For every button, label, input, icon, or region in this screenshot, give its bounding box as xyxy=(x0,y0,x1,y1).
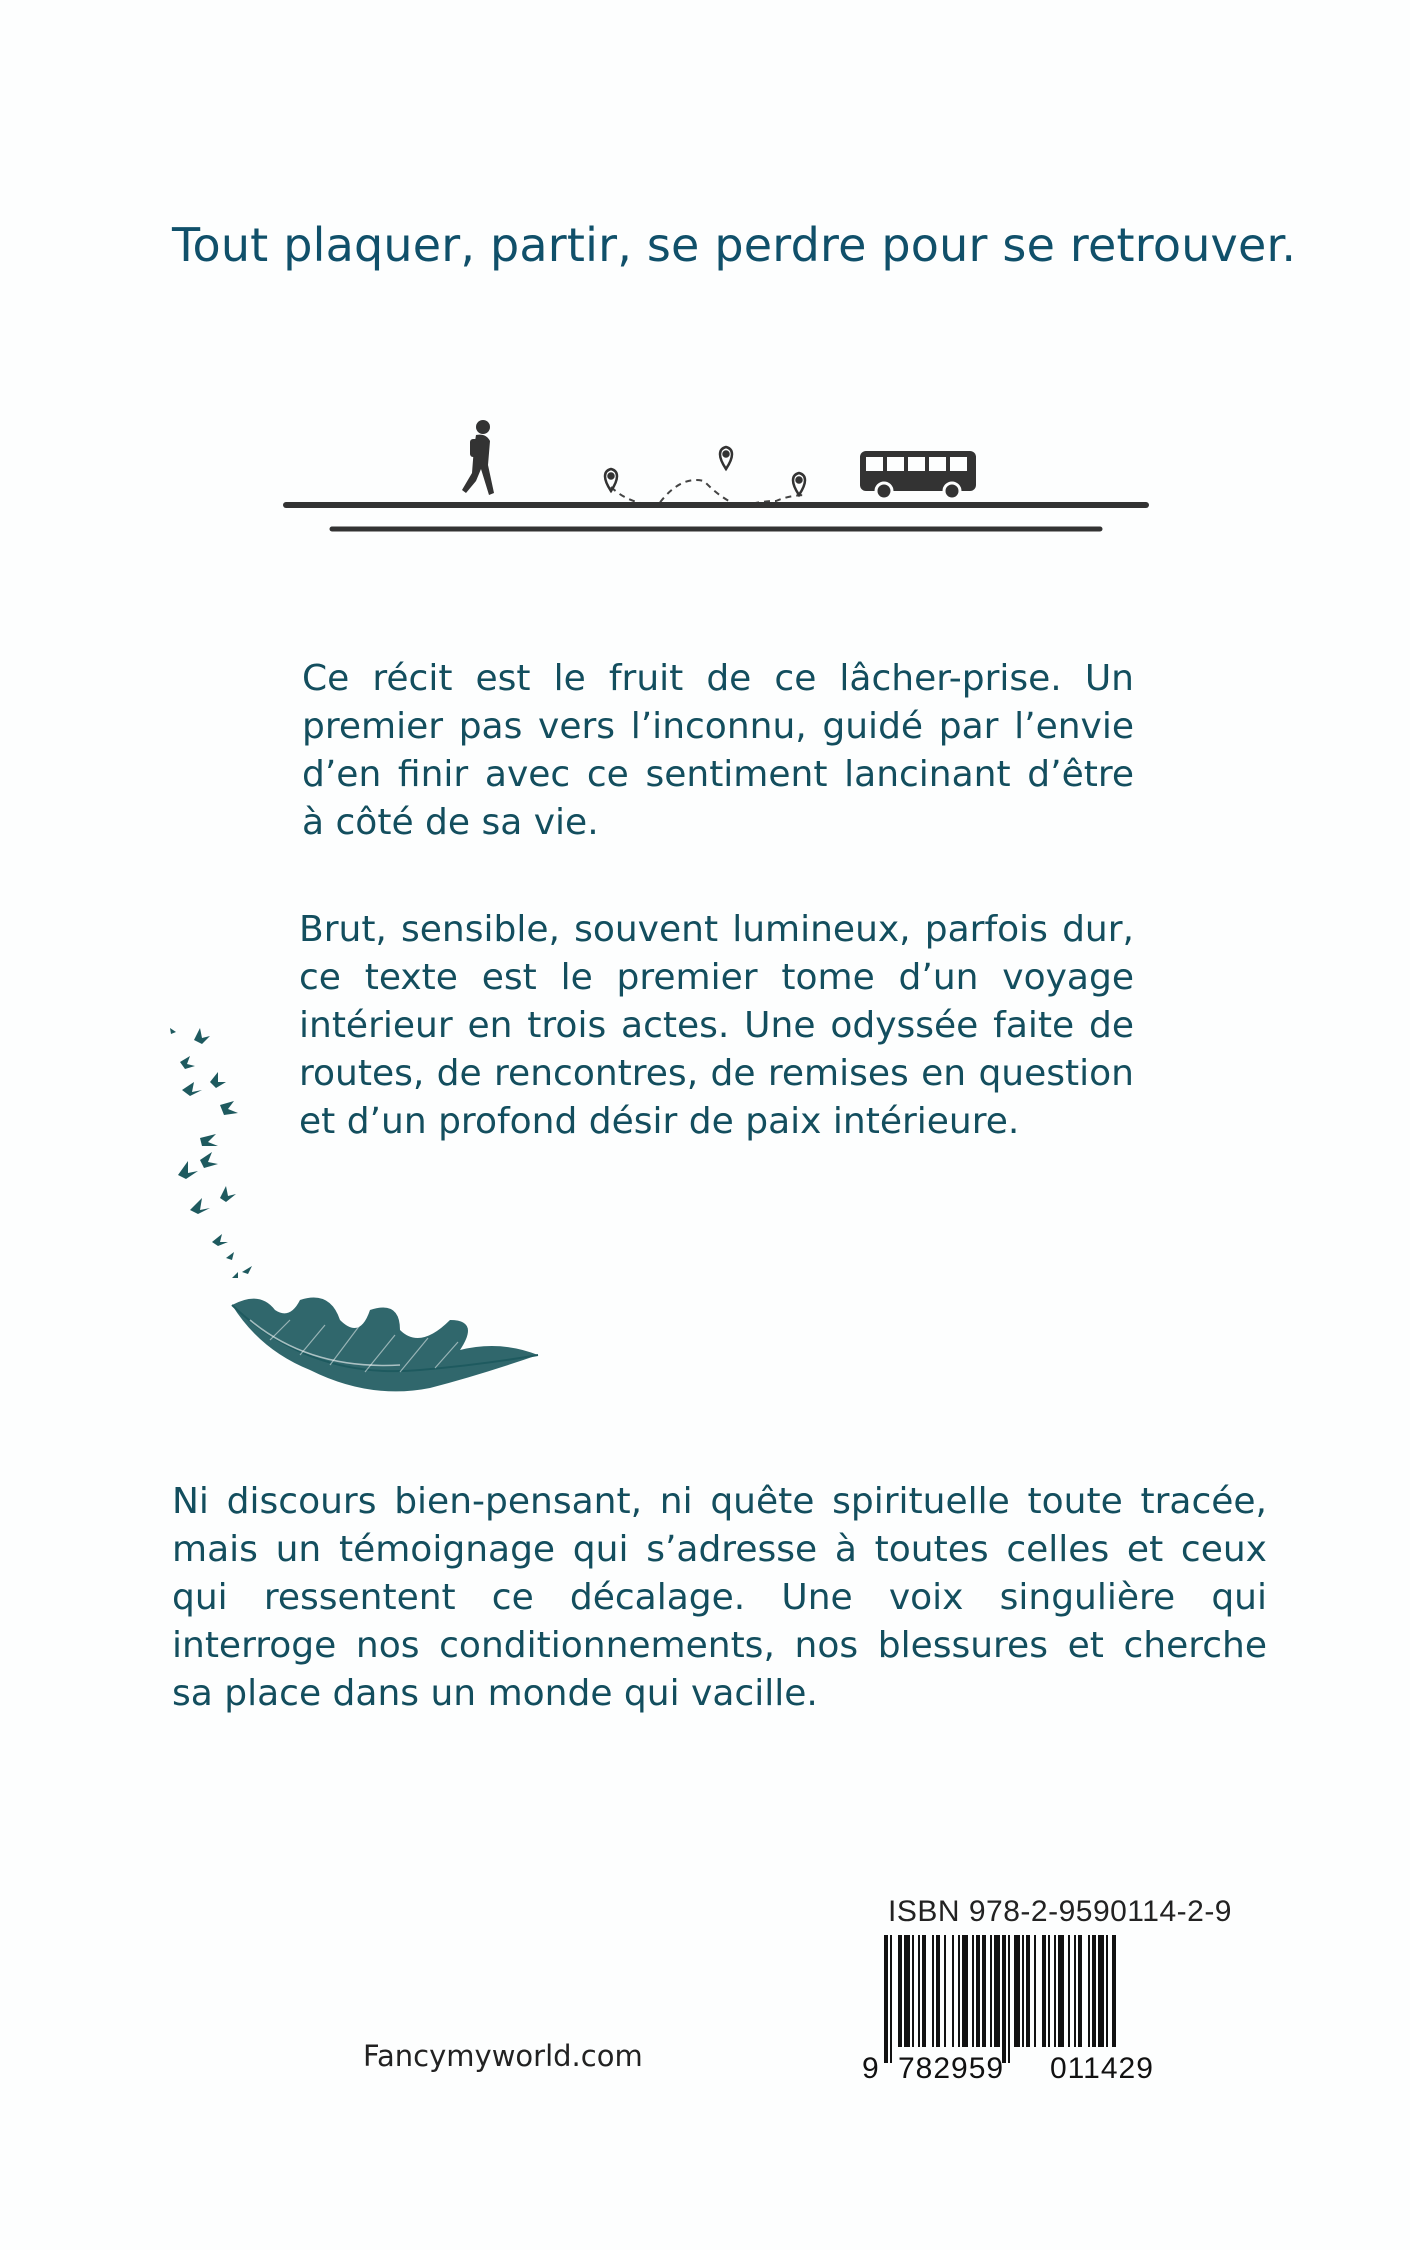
feather-icon xyxy=(232,1298,538,1392)
barcode-bar xyxy=(1098,1935,1104,2047)
barcode-bar xyxy=(952,1935,954,2047)
barcode-bar xyxy=(1048,1935,1050,2047)
barcode-bar xyxy=(932,1935,934,2047)
barcode-bar xyxy=(936,1935,940,2047)
barcode-bar xyxy=(1002,1935,1006,2063)
barcode-digit-first: 9 xyxy=(862,2052,879,2085)
road-illustration xyxy=(280,395,1160,545)
barcode xyxy=(862,1935,1212,2085)
hiker-icon xyxy=(462,420,494,495)
barcode-bar xyxy=(1074,1935,1076,2047)
barcode-bar xyxy=(1068,1935,1070,2047)
barcode-bar xyxy=(944,1935,946,2047)
barcode-bar xyxy=(990,1935,992,2047)
barcode-bar xyxy=(1106,1935,1108,2047)
barcode-bar xyxy=(1022,1935,1024,2047)
barcode-bar xyxy=(1014,1935,1020,2047)
website-link[interactable]: Fancymyworld.com xyxy=(363,2039,643,2073)
bus-icon xyxy=(860,451,976,499)
barcode-bar xyxy=(982,1935,986,2047)
barcode-bar xyxy=(1112,1935,1116,2047)
barcode-bar xyxy=(1078,1935,1082,2047)
isbn-label: ISBN 978-2-9590114-2-9 xyxy=(888,1895,1232,1928)
barcode-bar xyxy=(890,1935,892,2063)
paragraph-2: Brut, sensible, souvent lumineux, parfois dur, ce texte est le premier tome d’un voyage intérieur en trois actes. Une odyssée faite de routes, de rencontres, de remises en question et d’un profond désir de paix intérieure. xyxy=(299,909,1134,1142)
barcode-bar xyxy=(1042,1935,1046,2047)
location-pin-icon xyxy=(793,473,805,495)
barcode-bar xyxy=(1034,1935,1036,2047)
barcode-bar xyxy=(962,1935,968,2047)
barcode-bar xyxy=(972,1935,974,2047)
barcode-bar xyxy=(976,1935,980,2047)
bird-icon xyxy=(170,1028,252,1278)
barcode-bar xyxy=(918,1935,920,2047)
barcode-bar xyxy=(958,1935,960,2047)
barcode-bar xyxy=(1088,1935,1090,2047)
barcode-bar xyxy=(898,1935,902,2047)
barcode-bar xyxy=(884,1935,888,2063)
paragraph-1: Ce récit est le fruit de ce lâcher-prise. Un premier pas vers l’inconnu, guidé par l’envie d’en finir avec ce sentiment lancinant d’être à côté de sa vie. xyxy=(302,658,1134,843)
barcode-digits-right: 011429 xyxy=(1050,2052,1154,2085)
barcode-digits-left: 782959 xyxy=(898,2052,1005,2085)
barcode-bar xyxy=(1092,1935,1096,2047)
barcode-bar xyxy=(1008,1935,1010,2063)
location-pin-icon xyxy=(720,447,732,469)
paragraph-3: Ni discours bien-pensant, ni quête spirituelle toute tracée, mais un témoignage qui s’adresse à toutes celles et ceux qui ressentent ce décalage. Une voix singulière qui interroge nos conditionnements, nos blessures et cherche sa place dans un monde qui vacille. xyxy=(172,1481,1267,1714)
barcode-bar xyxy=(994,1935,1000,2047)
barcode-bar xyxy=(1026,1935,1030,2047)
barcode-bar xyxy=(912,1935,914,2047)
barcode-bar xyxy=(1054,1935,1056,2047)
feather-illustration xyxy=(160,1020,550,1420)
barcode-bar xyxy=(922,1935,926,2047)
barcode-bar xyxy=(1058,1935,1064,2047)
barcode-bar xyxy=(904,1935,910,2047)
tagline: Tout plaquer, partir, se perdre pour se retrouver. xyxy=(172,218,1297,272)
